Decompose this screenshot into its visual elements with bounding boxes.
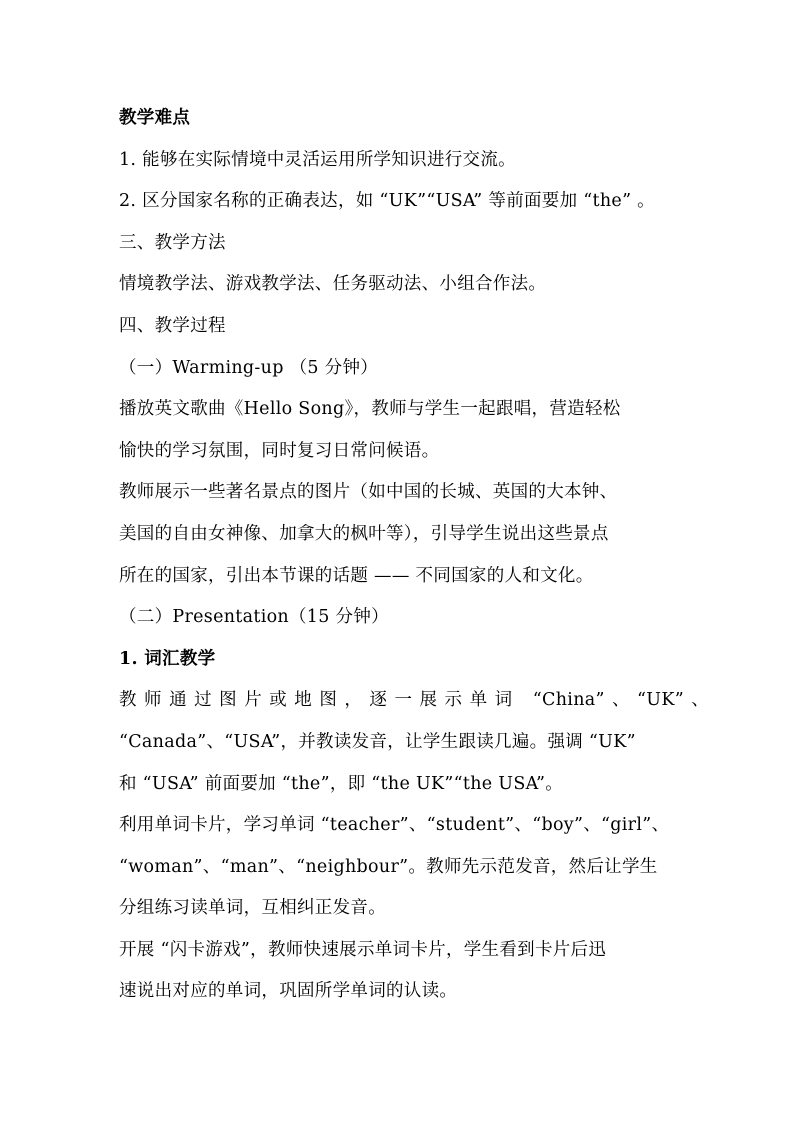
paragraph-line: 和 “USA” 前面要加 “the”，即 “the UK”“the USA”。	[119, 773, 564, 794]
section-heading-teaching-methods: 三、教学方法	[119, 232, 226, 253]
paragraph-line: 所在的国家，引出本节课的话题 —— 不同国家的人和文化。	[119, 565, 594, 586]
paragraph-line: 美国的自由女神像、加拿大的枫叶等），引导学生说出这些景点	[119, 523, 609, 544]
paragraph-line: 1. 能够在实际情境中灵活运用所学知识进行交流。	[119, 149, 516, 170]
paragraph-line: 速说出对应的单词，巩固所学单词的认读。	[119, 981, 458, 1002]
paragraph-line: 分组练习读单词，互相纠正发音。	[119, 898, 386, 919]
paragraph-line: 教师通过图片或地图，逐一展示单词 “China”、“UK”、	[119, 690, 709, 711]
subsection-heading-warming-up: （一）Warming-up （5 分钟）	[119, 357, 379, 378]
document-body	[119, 98, 709, 1013]
paragraph-line: 愉快的学习氛围，同时复习日常问候语。	[119, 440, 440, 461]
paragraph-line: “Canada”、“USA”，并教读发音，让学生跟读几遍。强调 “UK”	[119, 731, 636, 752]
section-heading-teaching-process: 四、教学过程	[119, 315, 226, 336]
subsection-heading-presentation: （二）Presentation（15 分钟）	[119, 607, 389, 628]
paragraph-line: 情境教学法、游戏教学法、任务驱动法、小组合作法。	[119, 274, 547, 295]
paragraph-line: 2. 区分国家名称的正确表达，如 “UK”“USA” 等前面要加 “the” 。	[119, 191, 655, 212]
paragraph-line: 利用单词卡片，学习单词 “teacher”、“student”、“boy”、“girl”、	[119, 815, 670, 836]
paragraph-line: 教师展示一些著名景点的图片（如中国的长城、英国的大本钟、	[119, 482, 618, 503]
paragraph-line: “woman”、“man”、“neighbour”。教师先示范发音，然后让学生	[119, 856, 658, 877]
paragraph-line: 开展 “闪卡游戏”，教师快速展示单词卡片，学生看到卡片后迅	[119, 939, 607, 960]
section-heading-teaching-difficulties: 教学难点	[119, 108, 191, 128]
paragraph-line: 播放英文歌曲《Hello Song》，教师与学生一起跟唱，营造轻松	[119, 399, 621, 420]
subsection-heading-vocabulary: 1. 词汇教学	[119, 648, 216, 669]
